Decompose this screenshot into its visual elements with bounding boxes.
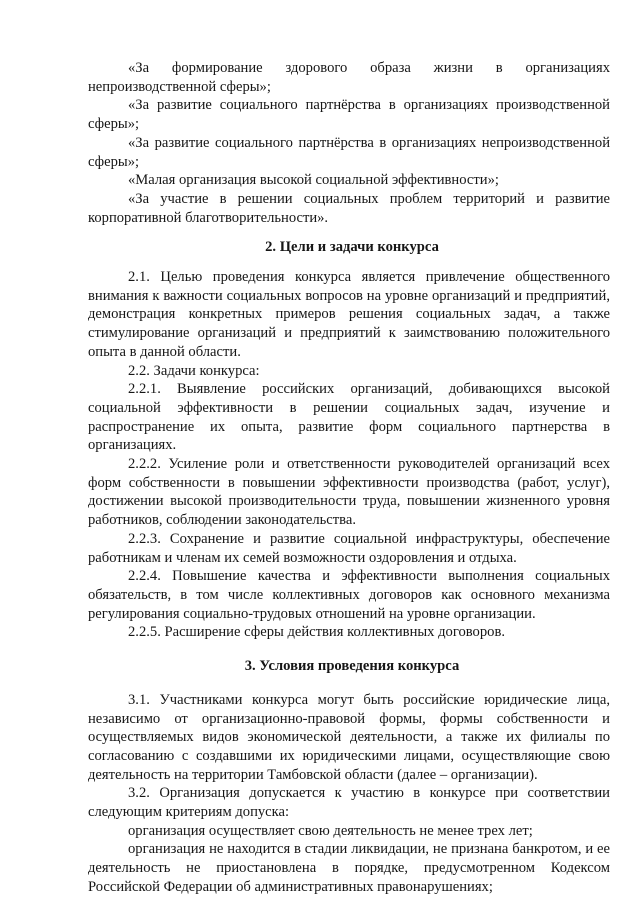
section-3-title: 3. Условия проведения конкурса — [244, 658, 460, 675]
paragraph-2-2-5: 2.2.5. Расширение сферы действия коллективных договоров. — [128, 624, 505, 641]
nomination-item: «За развитие социального партнёрства в организациях непроизводственной сферы»; — [88, 134, 610, 170]
document-body — [88, 59, 610, 897]
spacer — [88, 227, 610, 238]
paragraph-2-2-4: 2.2.4. Повышение качества и эффективности выполнения социальных обязательств, в том числе коллективных договоров как основного механизма регулирования социально-трудовых отношений на уровне организации. — [88, 568, 610, 622]
nomination-item: «Малая организация высокой социальной эффективности»; — [128, 172, 499, 189]
spacer — [88, 642, 610, 657]
paragraph-2-2-2: 2.2.2. Усиление роли и ответственности руководителей организаций всех форм собственности в повышении эффективности производства (работ, услуг), достижении высокой производительности труда, повышении жизненного уровня работников, соблюдении законодательства. — [88, 456, 610, 529]
paragraph-2-2: 2.2. Задачи конкурса: — [128, 362, 260, 379]
nomination-item: «За развитие социального партнёрства в организациях производственной сферы»; — [88, 97, 610, 133]
spacer — [88, 257, 610, 268]
spacer — [88, 676, 610, 691]
paragraph-3-2: 3.2. Организация допускается к участию в конкурсе при соответствии следующим критериям допуска: — [88, 785, 610, 821]
paragraph-2-2-3: 2.2.3. Сохранение и развитие социальной инфраструктуры, обеспечение работникам и членам их семей возможности оздоровления и отдыха. — [88, 530, 610, 566]
criterion-item: организация осуществляет свою деятельность не менее трех лет; — [128, 822, 533, 839]
criterion-item: организация не находится в стадии ликвидации, не признана банкротом, и ее деятельность не приостановлена в порядке, предусмотренном Кодексом Российской Федерации об административных правонарушениях; — [88, 841, 610, 895]
nomination-item: «За участие в решении социальных проблем территорий и развитие корпоративной благотворительности». — [88, 190, 610, 226]
paragraph-2-2-1: 2.2.1. Выявление российских организаций, добивающихся высокой социальной эффективности в решении социальных задач, изучение и распространение их опыта, развитие форм социального партнерства в организациях. — [88, 381, 610, 454]
section-2-title: 2. Цели и задачи конкурса — [265, 239, 439, 256]
paragraph-2-1: 2.1. Целью проведения конкурса является привлечение общественного внимания к важности социальных вопросов на уровне организаций и предприятий, демонстрация конкретных примеров решения социальных задач, а также стимулирование организаций и предприятий к заимствованию положительного опыта в данной области. — [88, 269, 610, 360]
paragraph-3-1: 3.1. Участниками конкурса могут быть российские юридические лица, независимо от организационно-правовой формы, формы собственности и осуществляемых видов экономической деятельности, а также их филиалы по согласованию с создавшими их юридическими лицами, осуществляющие свою деятельность на территории Тамбовской области (далее – организации). — [88, 691, 610, 783]
nomination-item: «За формирование здорового образа жизни в организациях непроизводственной сферы»; — [88, 60, 610, 95]
